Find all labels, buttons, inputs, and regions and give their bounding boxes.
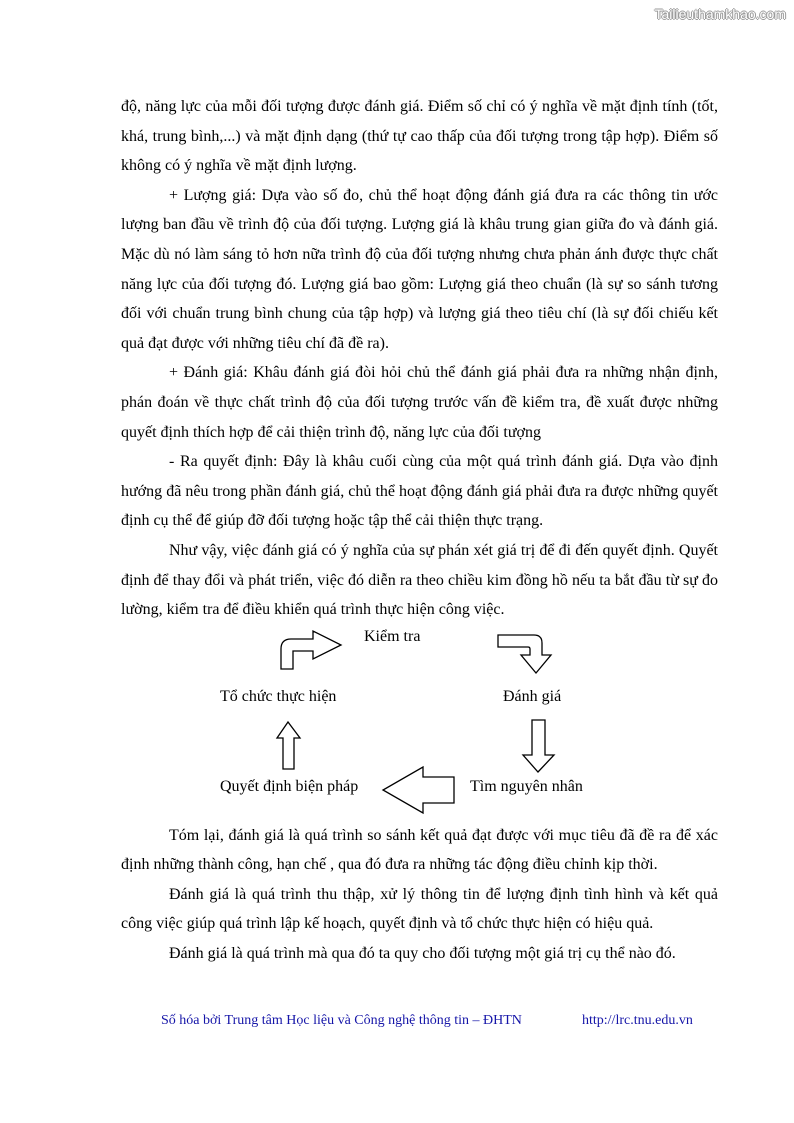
arrow-down [523, 720, 554, 772]
paragraph: + Đánh giá: Khâu đánh giá đòi hỏi chủ thể đánh giá phải đưa ra những nhận định, phán đoán về thực chất trình độ của đối tượng trước vấn đề kiểm tra, đề xuất được những quyết định thích hợp để cải thiện trình độ, năng lực của đối tượng [121, 364, 718, 441]
curved-arrow-up-right [281, 631, 341, 669]
label-kiem-tra: Kiểm tra [364, 627, 421, 645]
paragraph: - Ra quyết định: Đây là khâu cuối cùng của một quá trình đánh giá. Dựa vào định hướng đã nêu trong phần đánh giá, chủ thể hoạt động đánh giá phải đưa ra được những quyết định cụ thể để giúp đỡ đối tượng hoặc tập thể cải thiện thực trạng. [121, 453, 718, 530]
paragraph: Đánh giá là quá trình thu thập, xử lý thông tin để lượng định tình hình và kết quả công việc giúp quá trình lập kế hoạch, quyết định và tổ chức thực hiện có hiệu quả. [121, 885, 718, 933]
document-body [121, 92, 718, 969]
label-to-chuc-thuc-hien: Tổ chức thực hiện [220, 687, 337, 705]
evaluation-cycle-diagram [121, 627, 718, 817]
footer-link[interactable]: http://lrc.tnu.edu.vn [582, 1013, 693, 1028]
paragraph: + Lượng giá: Dựa vào số đo, chủ thể hoạt động đánh giá đưa ra các thông tin ước lượng ban đầu về trình độ của đối tượng. Lượng giá là khâu trung gian giữa đo và đánh giá. Mặc dù nó làm sáng tỏ hơn nữa trình độ của đối tượng nhưng chưa phản ánh được thực chất năng lực của đối tượng đó. Lượng giá bao gồm: Lượng giá theo chuẩn (là sự so sánh tương đối với chuẩn trung bình chung của tập hợp) và lượng giá theo tiêu chí (là sự đối chiếu kết quả đạt được với những tiêu chí đã đề ra). [121, 186, 718, 352]
label-tim-nguyen-nhan: Tìm nguyên nhân [470, 777, 583, 795]
paragraph: độ, năng lực của mỗi đối tượng được đánh giá. Điểm số chỉ có ý nghĩa về mặt định tính (tốt, khá, trung bình,...) và mặt định dạng (thứ tự cao thấp của đối tượng trong tập hợp). Điểm số không có ý nghĩa về mặt định lượng. [121, 98, 718, 175]
paragraph: Như vậy, việc đánh giá có ý nghĩa của sự phán xét giá trị để đi đến quyết định. Quyết định để thay đổi và phát triển, việc đó diễn ra theo chiều kim đồng hồ nếu ta bắt đầu từ sự đo lường, kiểm tra để điều khiển quá trình thực hiện công việc. [121, 541, 718, 619]
arrow-up [277, 722, 300, 769]
label-danh-gia: Đánh giá [503, 687, 562, 705]
watermark: Tailieuthamkhao.com [654, 6, 786, 22]
diagram-arrows [121, 627, 718, 817]
label-quyet-dinh-bien-phap: Quyết định biện pháp [220, 777, 359, 795]
curved-arrow-right-down [498, 635, 551, 673]
paragraph: Tóm lại, đánh giá là quá trình so sánh kết quả đạt được với mục tiêu đã đề ra để xác định những thành công, hạn chế , qua đó đưa ra những tác động điều chỉnh kịp thời. [121, 826, 718, 874]
footer-credit: Số hóa bởi Trung tâm Học liệu và Công nghệ thông tin – ĐHTN [161, 1013, 522, 1028]
paragraph: Đánh giá là quá trình mà qua đó ta quy cho đối tượng một giá trị cụ thể nào đó. [169, 945, 676, 963]
arrow-left [383, 767, 454, 813]
